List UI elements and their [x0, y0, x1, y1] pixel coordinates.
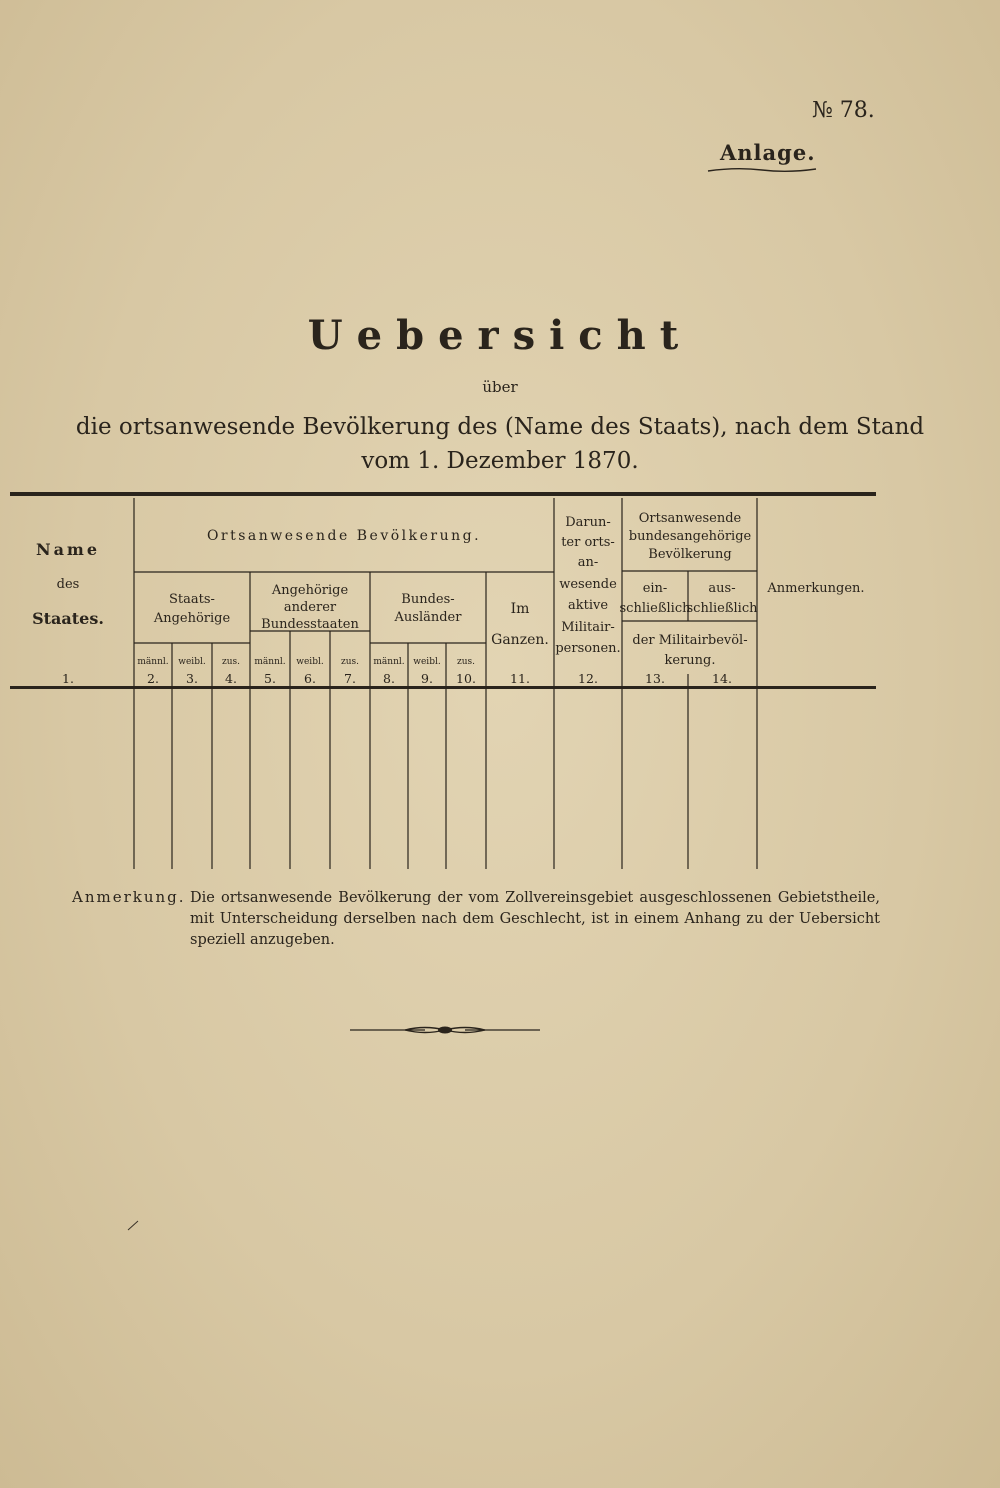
col-number: 13.: [645, 671, 665, 686]
staats-angehoerige-1: Staats-: [169, 592, 215, 607]
darunter-5: aktive: [567, 598, 609, 613]
ausschliesslich-2: schließlich: [686, 601, 758, 616]
flourish-ornament: [706, 166, 818, 174]
einschliesslich-1: ein-: [642, 581, 668, 596]
subtitle-line-1: die ortsanwesende Bevölkerung des (Name des Staats), nach dem Stand: [75, 414, 925, 440]
sub-weibl: weibl.: [413, 657, 441, 667]
im-ganzen-1: Im: [510, 601, 530, 617]
sub-zus: zus.: [221, 657, 241, 667]
ornament-divider: [345, 1022, 545, 1038]
col-number: 8.: [383, 671, 395, 686]
sub-maennl: männl.: [137, 657, 169, 667]
stray-pen-mark: [126, 1218, 140, 1232]
sub-maennl: männl.: [373, 657, 405, 667]
table-header-rule: [10, 686, 876, 689]
col-number: 7.: [344, 671, 356, 686]
darunter-3: an-: [577, 555, 599, 570]
militair-2: kerung.: [664, 653, 716, 668]
col-number: 14.: [712, 671, 732, 686]
title-ueber: über: [482, 378, 518, 396]
darunter-2: ter orts-: [561, 535, 615, 550]
bundesangehoerige-1: Ortsanwesende: [638, 511, 742, 526]
col-number: 6.: [304, 671, 316, 686]
note-text: Die ortsanwesende Bevölkerung der vom Zollvereinsgebiet ausgeschlossenen Gebietstheile, mit Unterscheidung derselben nach dem Geschlecht, ist in einem Anhang zu der Uebersicht speziell anzugeben.: [190, 890, 880, 948]
col-number: 9.: [421, 671, 433, 686]
ausschliesslich-1: aus-: [708, 581, 736, 596]
bundesangehoerige-2: bundesangehörige: [628, 529, 752, 544]
darunter-7: personen.: [555, 641, 621, 656]
col-name-line-1: Name: [35, 540, 101, 559]
darunter-4: wesende: [559, 577, 617, 592]
darunter-6: Militair-: [561, 620, 615, 635]
anmerkungen-header: Anmerkungen.: [767, 581, 865, 596]
sub-maennl: männl.: [254, 657, 286, 667]
einschliesslich-2: schließlich: [619, 601, 691, 616]
col-name-line-2: des: [56, 577, 80, 592]
militair-1: der Militairbevöl-: [632, 633, 748, 648]
col-name-line-3: Staates.: [32, 609, 104, 628]
subtitle-line-2: vom 1. Dezember 1870.: [361, 448, 639, 474]
col-number: 3.: [186, 671, 198, 686]
darunter-1: Darun-: [565, 515, 611, 530]
col-number: 5.: [264, 671, 276, 686]
col-number: 1.: [62, 671, 74, 686]
angehoerige-anderer-1: Angehörige: [271, 583, 349, 598]
col-number: 10.: [456, 671, 476, 686]
table-top-rule: [10, 492, 876, 496]
group-ortsanwesende: Ortsanwesende Bevölkerung.: [206, 528, 482, 544]
col-number: 11.: [510, 671, 530, 686]
col-number: 12.: [578, 671, 598, 686]
im-ganzen-2: Ganzen.: [491, 632, 549, 648]
page-number: № 78.: [812, 98, 875, 123]
bundesangehoerige-3: Bevölkerung: [648, 547, 732, 562]
document-title: Uebersicht: [307, 312, 693, 359]
sub-zus: zus.: [340, 657, 360, 667]
bundes-auslaender-1: Bundes-: [401, 592, 455, 607]
col-number: 2.: [147, 671, 159, 686]
sub-zus: zus.: [456, 657, 476, 667]
note-label: Anmerkung.: [72, 888, 186, 906]
angehoerige-anderer-3: Bundesstaaten: [261, 617, 359, 632]
angehoerige-anderer-2: anderer: [283, 600, 337, 615]
staats-angehoerige-2: Angehörige: [153, 611, 231, 626]
sub-weibl: weibl.: [178, 657, 206, 667]
col-number: 4.: [225, 671, 237, 686]
population-table: [0, 488, 1000, 878]
anlage-heading: Anlage.: [720, 140, 816, 165]
bundes-auslaender-2: Ausländer: [394, 610, 462, 625]
sub-weibl: weibl.: [296, 657, 324, 667]
